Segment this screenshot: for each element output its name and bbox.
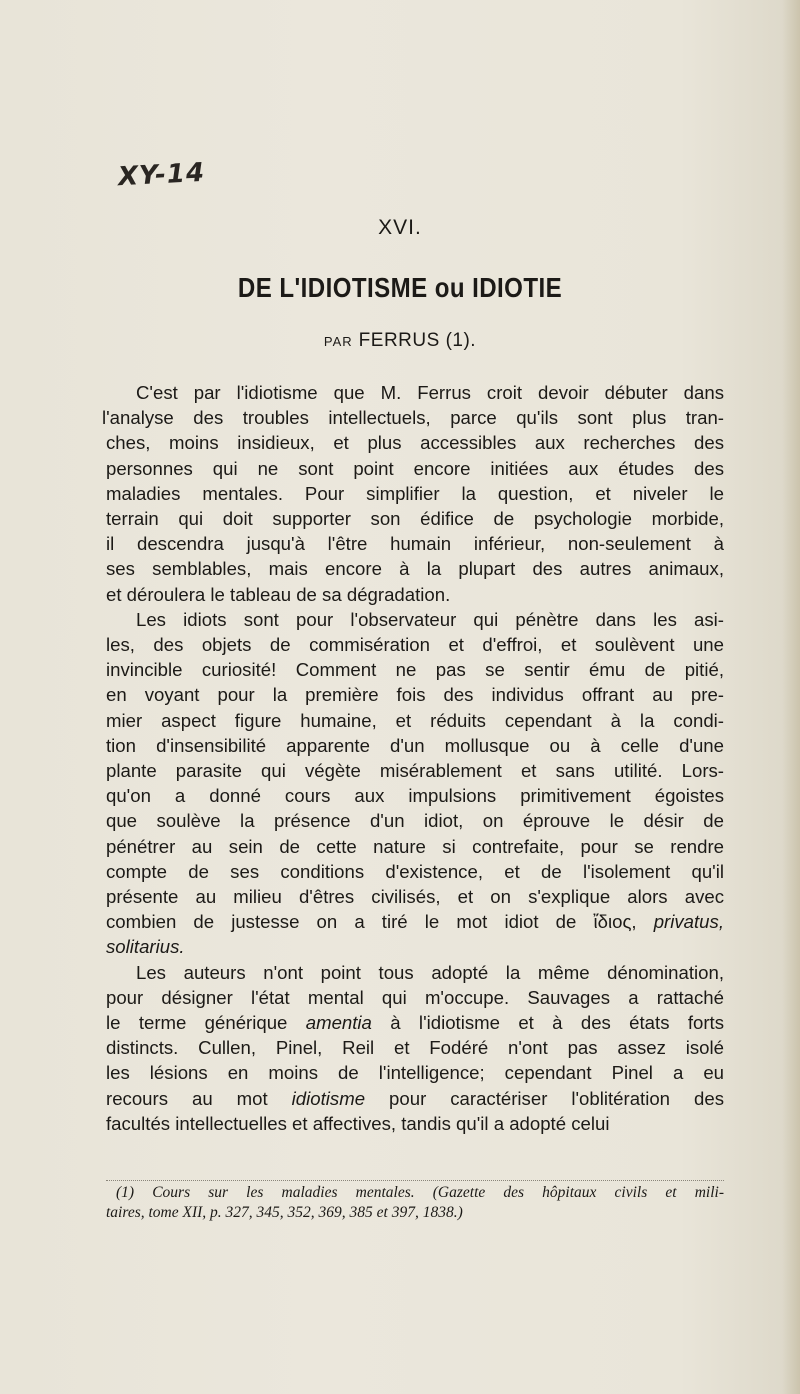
text-line	[106, 909, 724, 934]
text-line: et déroulera le tableau de sa dégradation.	[106, 583, 451, 605]
text-line: l'analyse des troubles intellectuels, parce qu'ils sont plus tran-	[102, 407, 724, 429]
text-line: plante parasite qui végète misérablement et sans utilité. Lors-	[106, 760, 724, 782]
text-line: compte de ses conditions d'existence, et de l'isolement qu'il	[106, 860, 724, 882]
footnote-line: (1) Cours sur les maladies mentales. (Gazette des hôpitaux civils et mili-	[116, 1184, 724, 1201]
text-line: tion d'insensibilité apparente d'un mollusque ou à celle d'une	[106, 734, 724, 756]
latin-word-privatus: privatus,	[653, 911, 724, 933]
author-byline	[0, 330, 800, 352]
body-text	[102, 380, 724, 1136]
text-line: terrain qui doit supporter son édifice de psychologie morbide,	[106, 508, 724, 530]
text-line: Les auteurs n'ont point tous adopté la même dénomination,	[136, 961, 724, 983]
text-line	[106, 1010, 724, 1035]
text-line: pénétrer au sein de cette nature si contrefaite, pour se rendre	[106, 835, 724, 857]
text-line: maladies mentales. Pour simplifier la question, et niveler le	[106, 482, 724, 504]
text-line: pour désigner l'état mental qui m'occupe. Sauvages a rattaché	[106, 986, 724, 1008]
text-line: que soulève la présence d'un idiot, on éprouve le désir de	[106, 810, 724, 832]
footnote-divider	[106, 1180, 724, 1181]
text-line: qu'on a donné cours aux impulsions primitivement égoistes	[106, 785, 724, 807]
greek-word: ἴδιος,	[593, 911, 637, 933]
text-line: invincible curiosité! Comment ne pas se sentir ému de pitié,	[106, 659, 724, 681]
handwritten-note: XY-14	[117, 157, 206, 193]
text-segment: recours au mot	[106, 1087, 268, 1109]
byline-par: PAR	[323, 334, 353, 349]
text-line: mier aspect figure humaine, et réduits cependant à la condi-	[106, 709, 724, 731]
chapter-number: XVI.	[378, 216, 422, 239]
text-line: solitarius.	[106, 936, 185, 958]
text-line: les, des objets de commisération et d'effroi, et soulèvent une	[106, 634, 724, 656]
text-line: personnes qui ne sont point encore initiées aux études des	[106, 457, 724, 479]
text-segment: le terme générique	[106, 1012, 288, 1034]
text-line: les lésions en moins de l'intelligence; cependant Pinel a eu	[106, 1062, 724, 1084]
text-segment: combien de justesse on a tiré le mot idiot de	[106, 911, 577, 933]
text-segment: à l'idiotisme et à des états forts	[390, 1012, 724, 1034]
term-idiotisme: idiotisme	[291, 1087, 366, 1109]
text-line	[106, 1086, 724, 1111]
chapter-title: DE L'IDIOTISME ou IDIOTIE	[237, 272, 563, 303]
text-line: distincts. Cullen, Pinel, Reil et Fodéré n'ont pas assez isolé	[106, 1037, 724, 1059]
text-line: ches, moins insidieux, et plus accessibles aux recherches des	[106, 432, 724, 454]
footnote	[106, 1183, 724, 1223]
text-line: Les idiots sont pour l'observateur qui pénètre dans les asi-	[136, 608, 724, 630]
footnote-line: taires, tome XII, p. 327, 345, 352, 369, 385 et 397, 1838.)	[106, 1204, 463, 1221]
byline-author: FERRUS (1).	[358, 330, 477, 351]
text-line: présente au milieu d'êtres civilisés, et on s'explique alors avec	[106, 886, 724, 908]
text-segment: pour caractériser l'oblitération des	[389, 1087, 724, 1109]
text-line: facultés intellectuelles et affectives, tandis qu'il a adopté celui	[106, 1112, 610, 1134]
text-line: ses semblables, mais encore à la plupart des autres animaux,	[106, 558, 724, 580]
page-edge-shadow	[782, 0, 800, 1394]
text-line: il descendra jusqu'à l'être humain inférieur, non-seulement à	[106, 533, 724, 555]
text-line: C'est par l'idiotisme que M. Ferrus croit devoir débuter dans	[136, 382, 724, 403]
term-amentia: amentia	[305, 1012, 372, 1034]
text-line: en voyant pour la première fois des individus offrant au pre-	[106, 684, 724, 706]
